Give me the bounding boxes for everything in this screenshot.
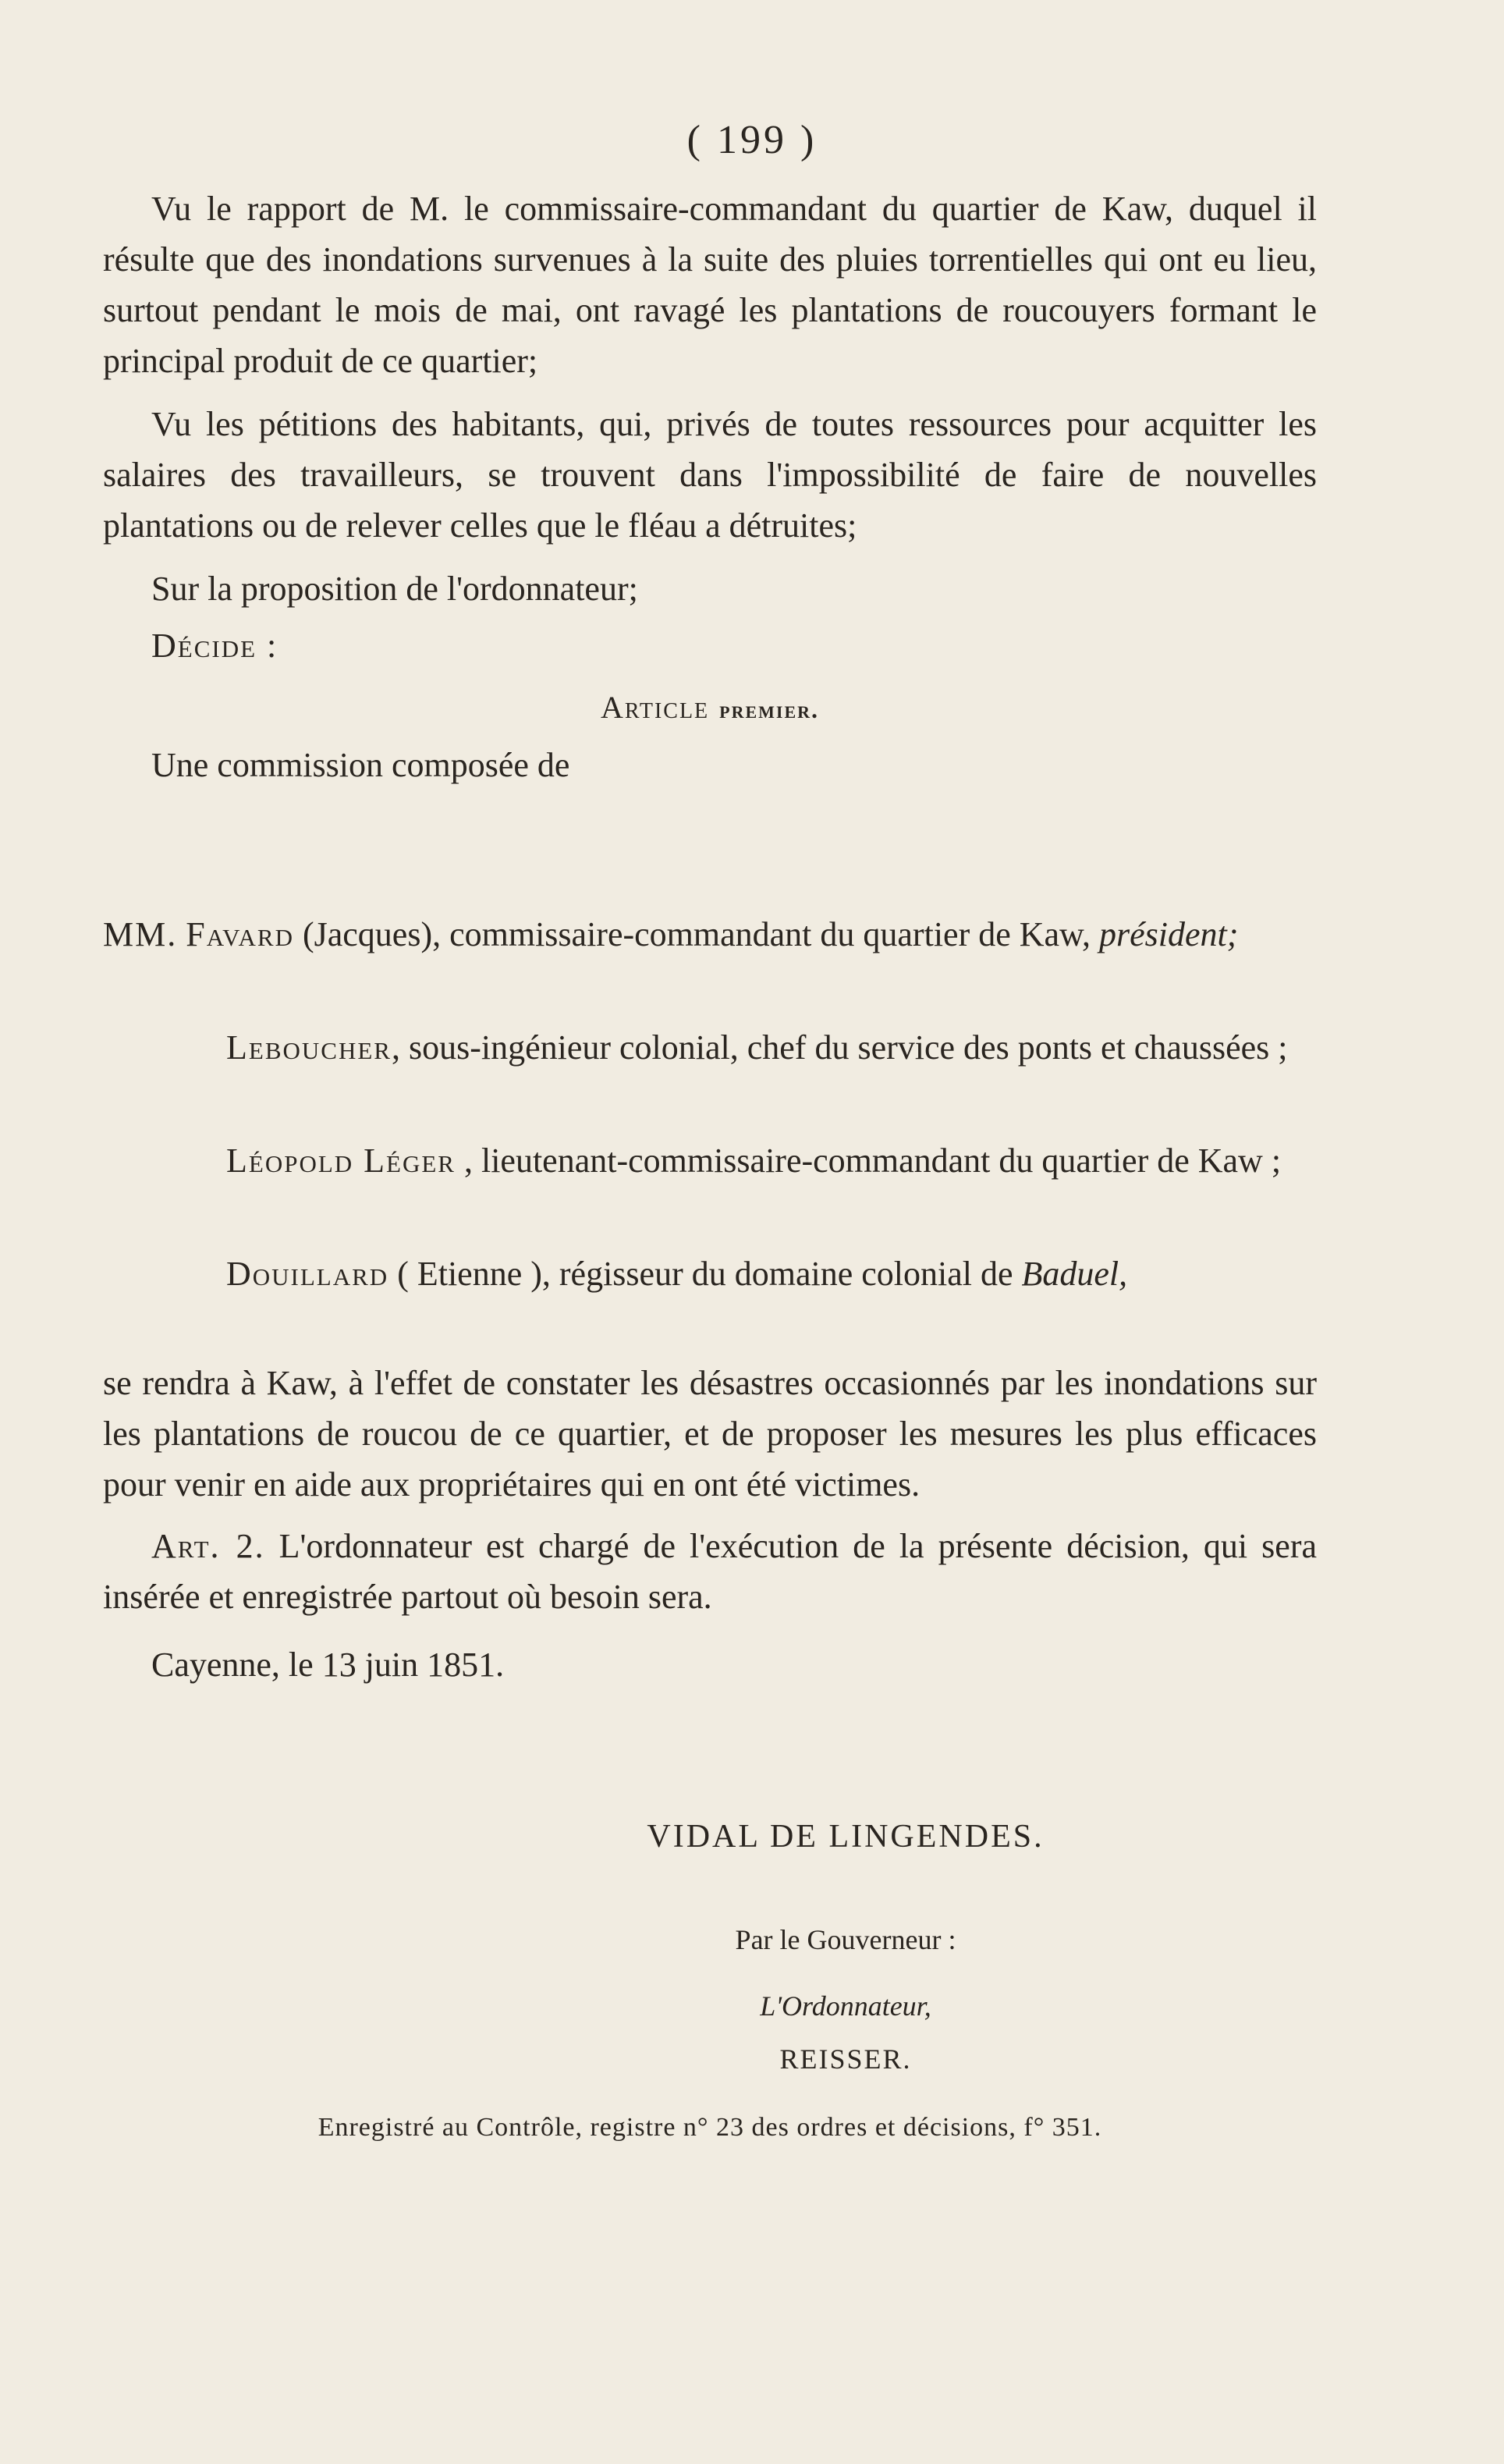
decide-heading: Décide :: [151, 627, 278, 665]
member-detail: ( Etienne ), régisseur du domaine colonial de: [388, 1255, 1022, 1293]
par-le-gouverneur: Par le Gouverneur :: [735, 1924, 956, 1955]
member-name: Leboucher: [226, 1028, 392, 1067]
commission-intro: Une commission composée de: [151, 746, 570, 784]
art2-label: Art. 2.: [151, 1527, 265, 1565]
member-douillard: [226, 1248, 1317, 1299]
member-leger: [226, 1135, 1317, 1186]
members-prefix: MM.: [103, 915, 178, 953]
member-name: Léopold Léger: [226, 1141, 456, 1180]
article-word: Article: [600, 690, 710, 725]
paragraph-proposition: Sur la proposition de l'ordonnateur;: [151, 570, 638, 608]
footer-registration: Enregistré au Contrôle, registre n° 23 des ordres et décisions, f° 351.: [317, 2113, 1102, 2142]
member-favard: [103, 909, 1317, 960]
body-column-bottom: [103, 1358, 1317, 1690]
article-premier: premier.: [719, 695, 820, 723]
member-detail: (Jacques), commissaire-commandant du quartier de Kaw,: [293, 915, 1099, 953]
member-role: président;: [1098, 915, 1239, 953]
body-column-top: [103, 183, 1317, 790]
signature-vidal: VIDAL DE LINGENDES.: [647, 1819, 1045, 1855]
art2-text: L'ordonnateur est chargé de l'exécution de la présente décision, qui sera insérée et enregistrée partout où besoin sera.: [103, 1527, 1318, 1616]
member-name: Douillard: [226, 1255, 389, 1293]
signature-reisser: REISSER.: [779, 2043, 912, 2075]
page-number: ( 199 ): [686, 118, 818, 162]
paragraph-petitions: Vu les pétitions des habitants, qui, privés de toutes ressources pour acquitter les salaires des travailleurs, se trouvent dans l'impossibilité de faire de nouvelles plantations ou de relever celles que le fléau a détruites;: [103, 405, 1317, 545]
member-place: Baduel,: [1021, 1255, 1128, 1293]
member-detail: , lieutenant-commissaire-commandant du quartier de Kaw ;: [455, 1141, 1282, 1180]
paragraph-rapport: Vu le rapport de M. le commissaire-commandant du quartier de Kaw, duquel il résulte que des inondations survenues à la suite des pluies torrentielles qui ont eu lieu, surtout pendant le mois de mai, ont ravagé les plantations de roucouyers formant le principal produit de ce quartier;: [103, 190, 1317, 380]
paragraph-se-rendra: se rendra à Kaw, à l'effet de constater les désastres occasionnés par les inondations sur les plantations de roucou de ce quartier, et de proposer les mesures les plus efficaces pour venir en aide aux propriétaires qui en ont été victimes.: [103, 1364, 1317, 1504]
article-title: [103, 682, 1317, 735]
member-name: Favard: [186, 915, 294, 953]
member-leboucher: [226, 1022, 1317, 1073]
date-line: Cayenne, le 13 juin 1851.: [151, 1646, 505, 1684]
ordonnateur-label: L'Ordonnateur,: [760, 1990, 931, 2022]
member-detail: , sous-ingénieur colonial, chef du service des ponts et chaussées ;: [391, 1028, 1288, 1067]
paragraph-article-2: [103, 1521, 1317, 1622]
